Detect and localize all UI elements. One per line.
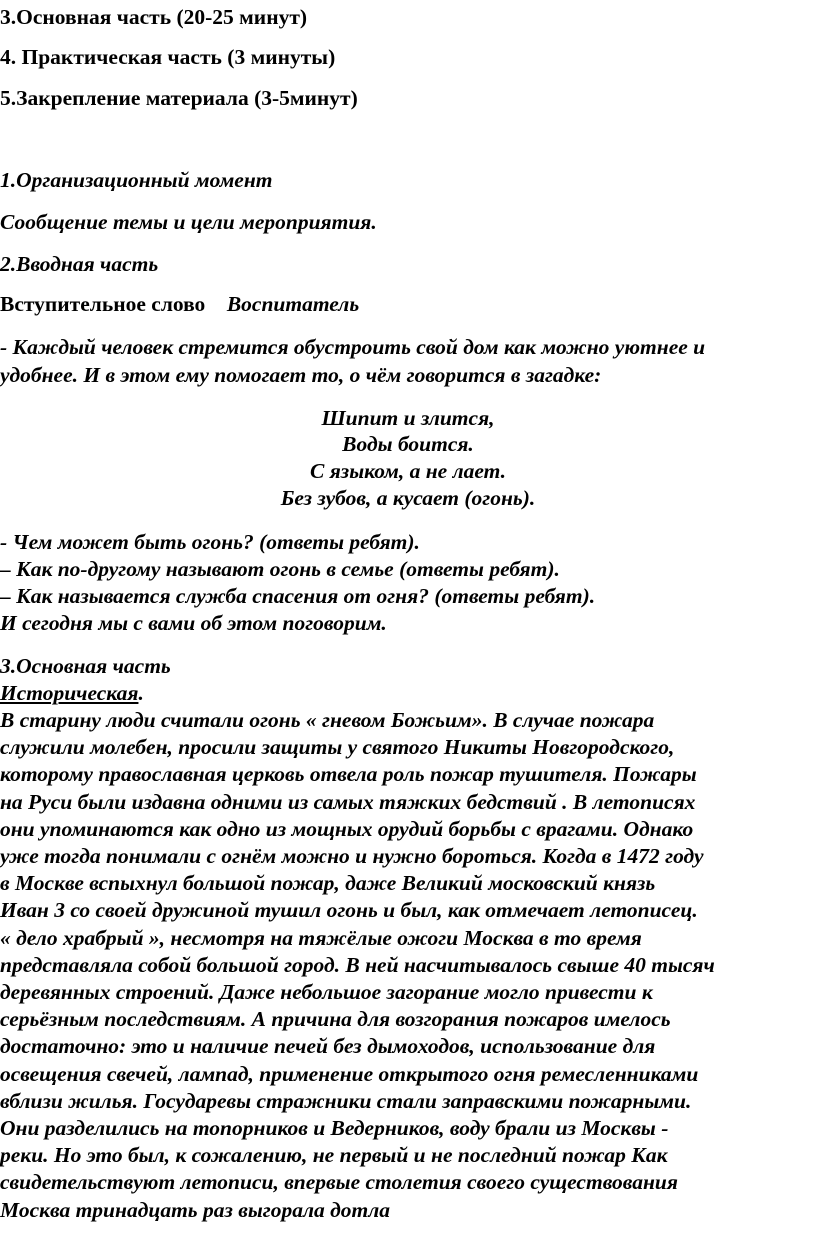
body-line: « дело храбрый », несмотря на тяжёлые ожоги Москва в то время [0,925,642,950]
question-line-4: И сегодня мы с вами об этом поговорим. [0,611,387,635]
question-line-3: – Как называется служба спасения от огня? (ответы ребят). [0,584,596,608]
body-line: реки. Но это был, к сожалению, не первый и не последний пожар Как [0,1143,668,1168]
body-line: уже тогда понимали с огнём можно и нужно бороться. Когда в 1472 году [0,844,704,868]
body-line: на Руси были издавна одними из самых тяжких бедствий . В летописях [0,789,696,814]
body-line: в Москве вспыхнул большой пожар, даже Великий московский князь [0,871,656,896]
section1-text: Сообщение темы и цели мероприятия. [0,210,377,234]
body-line: они упоминаются как одно из мощных орудий борьбы с врагами. Однако [0,816,694,841]
section1-heading: 1.Организационный момент [0,168,273,192]
outline-item-4: 4. Практическая часть (3 минуты) [0,45,336,69]
question-line-1: - Чем может быть огонь? (ответы ребят). [0,530,420,554]
section2-heading: 2.Вводная часть [0,252,159,276]
outline-item-5: 5.Закрепление материала (3-5минут) [0,86,358,110]
body-line: достаточно: это и наличие печей без дымоходов, использование для [0,1034,656,1059]
body-line: серьёзным последствиям. А причина для возгорания пожаров имелось [0,1007,671,1032]
section3-subheading [0,679,144,707]
body-line: освещения свечей, лампад, применение открытого огня ремесленниками [0,1061,699,1086]
body-line: Иван 3 со своей дружиной тушил огонь и был, как отмечает летописец. [0,898,698,923]
outline-item-3: 3.Основная часть (20-25 минут) [0,5,308,29]
intro-speaker: Воспитатель [226,292,360,316]
section3-heading: 3.Основная часть [0,654,171,678]
subheading-text: Историческая [0,681,139,705]
subheading-dot: . [138,681,144,705]
body-line: Они разделились на топорников и Ведерников, воду брали из Москвы - [0,1116,669,1140]
intro-label: Вступительное слово [0,292,206,316]
body-line: служили молебен, просили защиты у святого Никиты Новгородского, [0,735,675,760]
body-line: В старину люди считали огонь « гневом Божьим». В случае пожара [0,708,655,732]
body-line: Москва тринадцать раз выгорала дотла [0,1197,391,1222]
lead-line-1: - Каждый человек стремится обустроить свой дом как можно уютнее и [0,335,706,359]
riddle-line-4: Без зубов, а кусает (огонь). [280,486,536,510]
body-line: деревянных строений. Даже небольшое загорание могло привести к [0,980,653,1004]
riddle-line-1: Шипит и злится, [321,406,495,430]
body-line: представляла собой большой город. В ней насчитывалось свыше 40 тысяч [0,952,715,977]
riddle-line-2: Воды боится. [342,432,474,456]
body-line: вблизи жилья. Государевы стражники стали заправскими пожарными. [0,1088,692,1113]
intro-line [0,290,359,318]
riddle-line-3: С языком, а не лает. [310,459,506,483]
lead-line-2: удобнее. И в этом ему помогает то, о чём говорится в загадке: [0,363,602,387]
question-line-2: – Как по-другому называют огонь в семье (ответы ребят). [0,557,560,581]
body-line: свидетельствуют летописи, впервые столетия своего существования [0,1170,678,1195]
body-line: которому православная церковь отвела роль пожар тушителя. Пожары [0,762,697,787]
